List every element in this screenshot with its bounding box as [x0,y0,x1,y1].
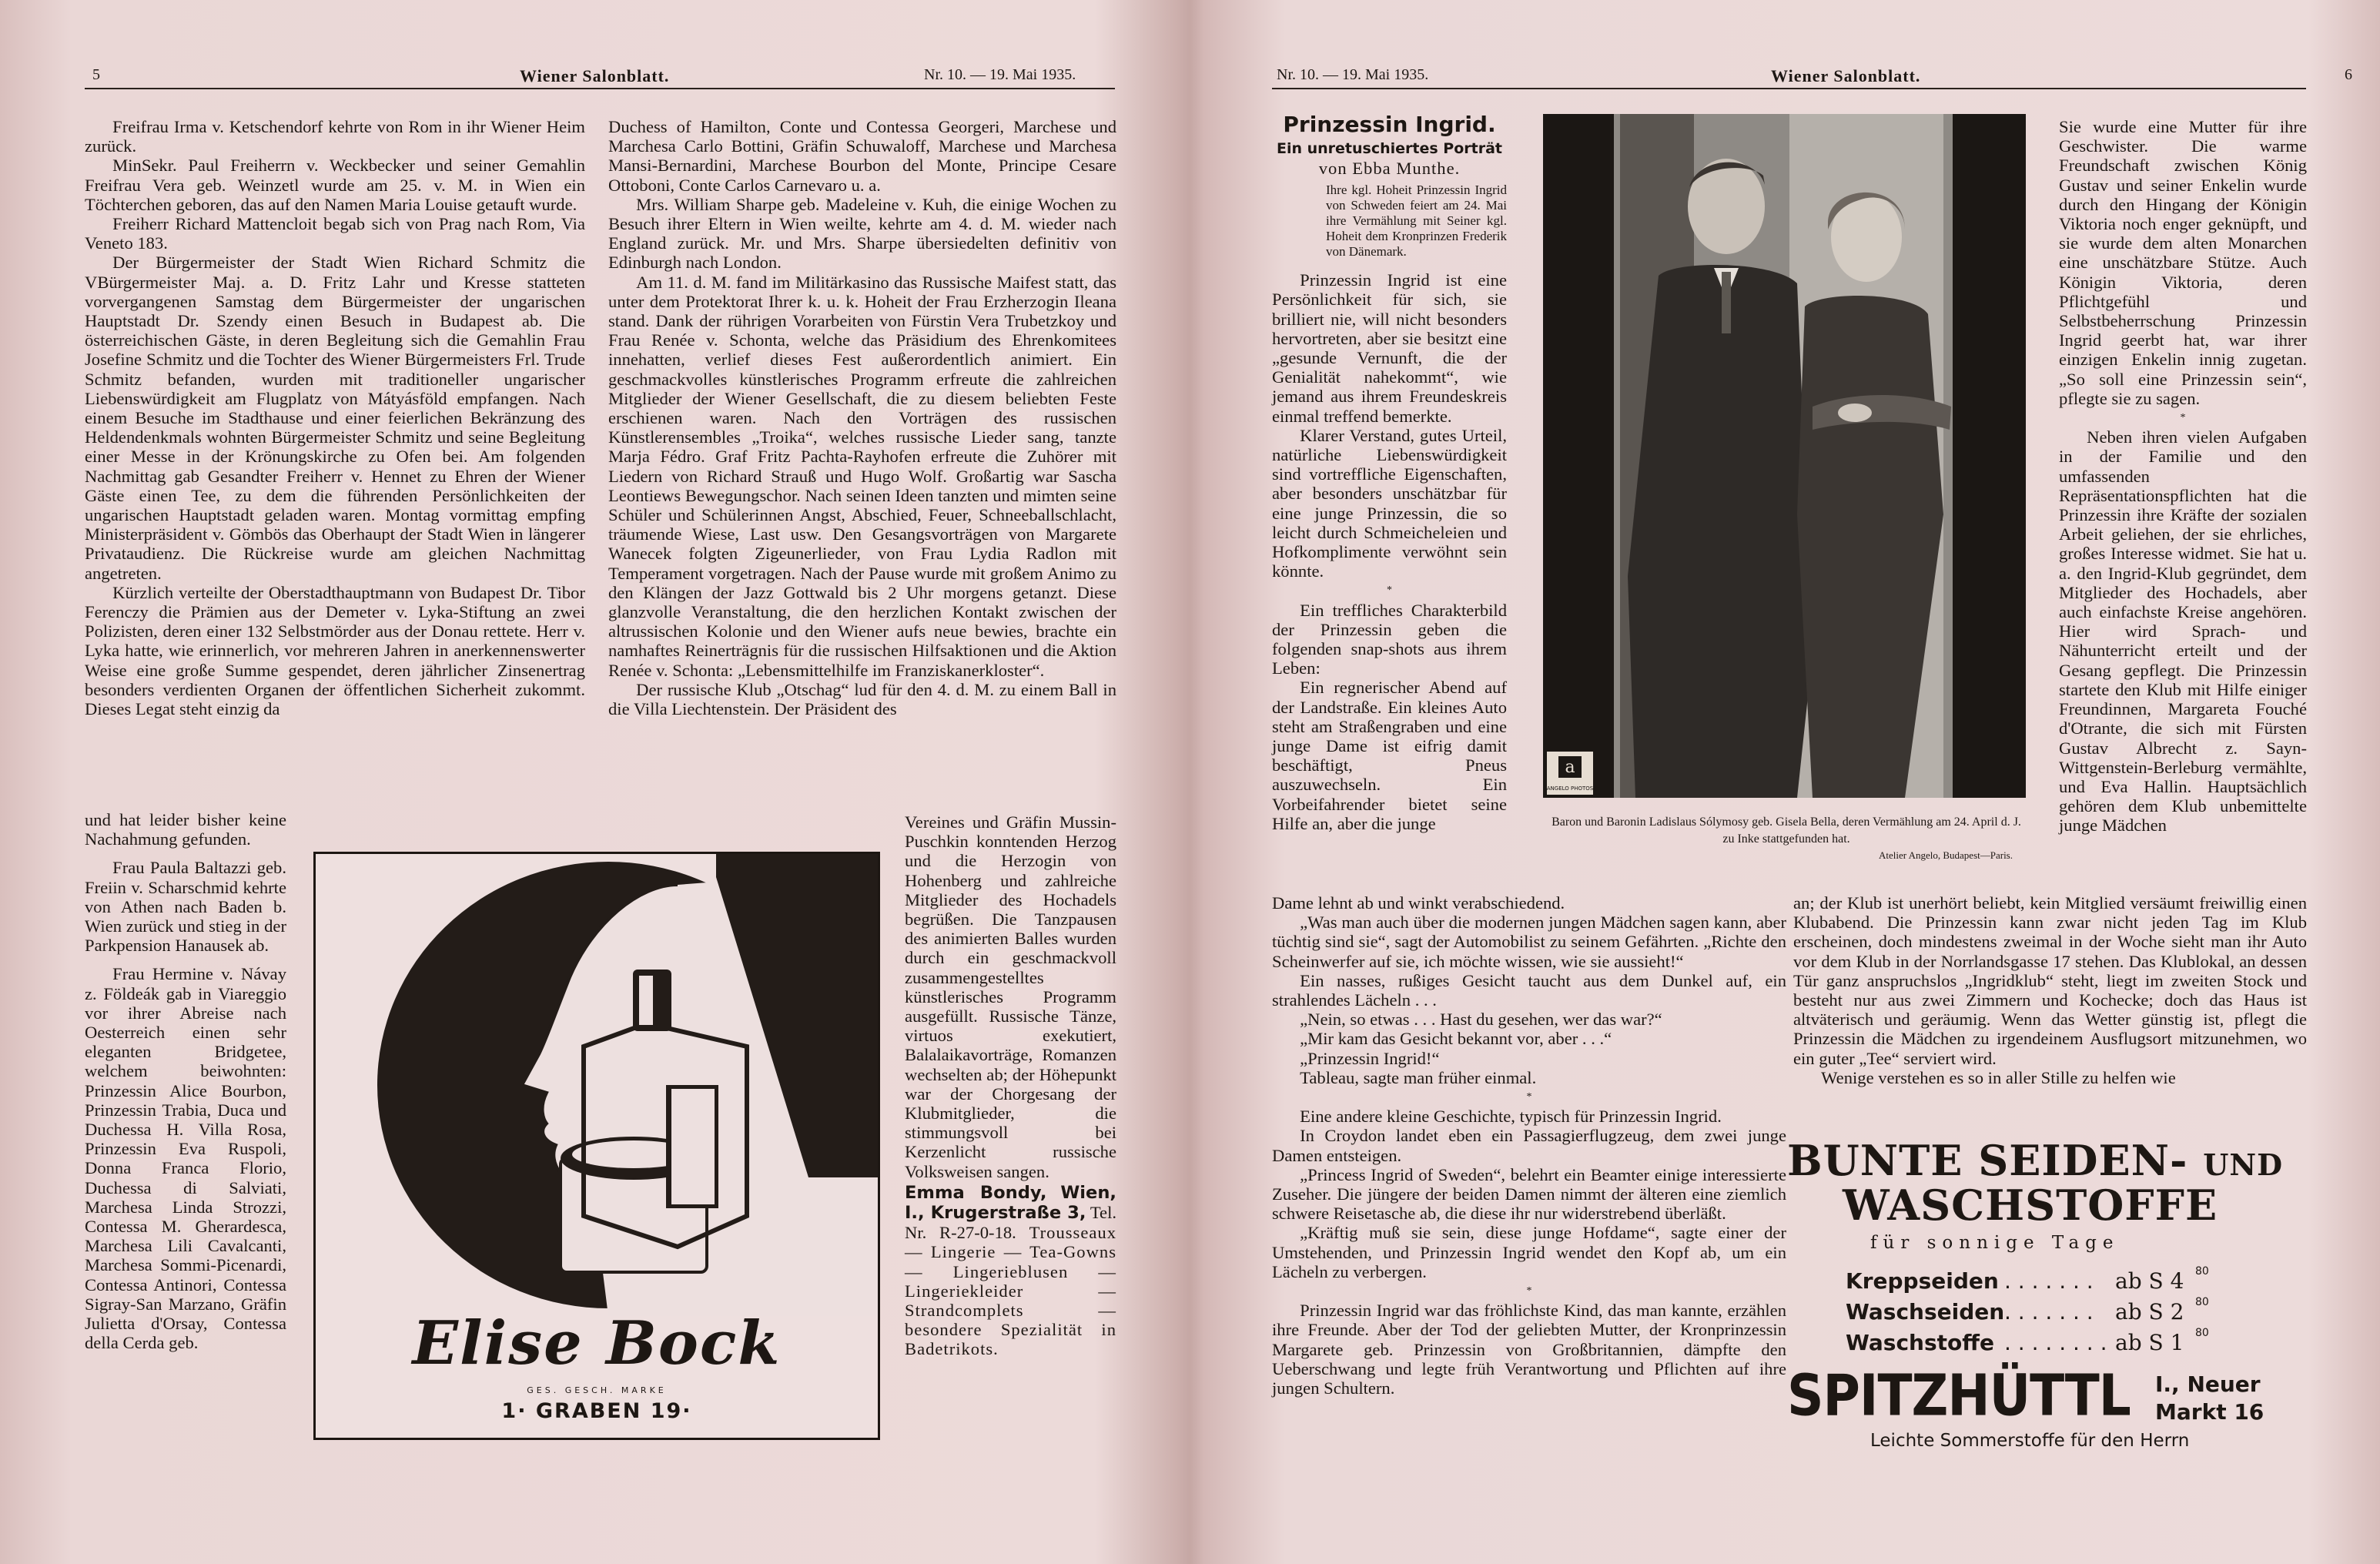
paragraph: Der Bürgermeister der Stadt Wien Richard Schmitz die VBürgermeister Maj. a. D. Fritz Lahr und Kresse statteten vorvergangenen Samstag dem Bürgermeister der ungarischen Hauptstadt Dr. Szendy einen Besuch in Budapest ab. Die österreichischen Gäste, in deren Begleitung sich die Gemahlin Frau Josefine Schmitz und die Tochter des Wiener Bürgermeisters Frl. Trude Schmitz befanden, wurden mit traditioneller ungarischer Liebenswürdigkeit am Flugplatz von Mátyásföld empfangen. Nach einem Besuche im Stadthause und einer feierlichen Bekränzung des Heldendenkmals wohnten Bürgermeister Schmitz und seine Begleitung einer Messe in der Krönungskirche zu Ofen bei. Am folgenden Nachmittag gab Gesandter Freiherr v. Hennet zu Ehren der Wiener Gäste einen Tee, zu dem die führenden Persönlichkeiten der ungarischen Hauptstadt geladen waren. Montag vormittag empfing Ministerpräsident v. Gömbös das Oberhaupt der Stadt Wien in längerer Privataudienz. Die Rückreise wurde am gleichen Nachmittag angetreten. [85,253,585,583]
paragraph: Am 11. d. M. fand im Militärkasino das Russische Maifest statt, das unter dem Protektorat Ihrer k. u. k. Hoheit der Frau Erzherzogin Ileana stand. Dank der rührigen Vorarbeiten von Fürstin Vera Trubetzkoy und Frau Renée v. Schonta, welche das Präsidium des Ehrenkomitees innehatten, verlief dieses Fest außerordentlich animiert. Ein geschmackvolles künstlerisches Programm erfreute die zahlreichen Mitglieder der Wiener Gesellschaft, die zu diesem beliebten Feste erschienen waren. Nach den Vorträgen des russischen Künstlerensembles „Troika“, welches russische Lieder sang, tanzte Marja Fédro. Graf Fritz Pachta-Rayhofen erfreute die Zuhörer mit Liedern von Richard Strauß und Hugo Wolf. Großartig war Sascha Leontiews Bewegungschor. Nach seinen Ideen tanzten und mimten seine Schüler und Schülerinnen Angst, Abschied, Feuer, Schneeballschlacht, träumende Wiese, Last usw. Den Gesangsvorträgen von Margarete Wanecek folgten Zigeunerlieder, von Frau Lydia Radlon mit Temperament vorgetragen. Nach der Pause wurde mit großem Animo zu den Klängen der Jazz Gottwald bis 2 Uhr morgens getanzt. Diese glanzvolle Veranstaltung, die den herzlichen Kontakt zwischen der altrussischen Kolonie und den Wiener aufs neue bewies, brachte ein namhaftes Reinerträgnis für die russischen Hilfsaktionen und die Aktion Renée v. Schonta: „Lebensmittelhilfe im Franziskanerkloster“. [608,272,1116,680]
photo-credit: Atelier Angelo, Budapest—Paris. [1878,849,2013,861]
paragraph: Ein nasses, rußiges Gesicht taucht aus dem Dunkel auf, ein strahlendes Lächeln . . . [1272,970,1786,1010]
publication-title: Wiener Salonblatt. [520,66,670,85]
separator-star: * [1387,584,1392,597]
left-column-2 [608,117,1116,718]
paragraph: Ein regnerischer Abend auf der Landstraße. Ein kleines Auto steht am Straßengraben und eine junge Dame ist eifrig damit beschäftigt, Pneus auszuwechseln. Ein Vorbeifahrender bietet seine Hilfe an, aber die junge [1272,678,1507,833]
price-dots: . . . . . . . [2004,1268,2094,1294]
price-cents: 80 [2195,1296,2209,1308]
ad-tagline: für sonnige Tage [1870,1233,2120,1253]
paragraph: Dame lehnt ab und winkt verabschiedend. [1272,893,1565,913]
ad-headline-1 [1787,1136,2283,1185]
price-value: ab S 1 [2115,1330,2184,1355]
article-right-wide-column [1793,893,2307,1087]
article-headline: Prinzessin Ingrid. [1283,112,1496,137]
artist-signature: GRUE [716,1266,741,1276]
paragraph: Eine andere kleine Geschichte, typisch für Prinzessin Ingrid. [1300,1107,1722,1127]
article-intro-column [1272,111,1507,833]
bondy-items: Trousseaux — Lingerie — Tea-Gowns — Lingerieblusen — Lingeriekleider — Strandcomplets — besondere Spezialität in Badetrikots. [905,1223,1116,1359]
paragraph: Der russische Klub „Otschag“ lud für den 4. d. M. zu einem Ball in die Villa Liechtenstein. Der Präsident des [608,679,1116,719]
issue-date: Nr. 10. — 19. Mai 1935. [924,66,1076,83]
paragraph: „Nein, so etwas . . . Hast du gesehen, wer das war?“ [1300,1010,1662,1030]
ad-headline-1-und: UND [2203,1147,2284,1182]
ad-headline-1-text: BUNTE SEIDEN- [1787,1136,2188,1185]
paragraph: Klarer Verstand, gutes Urteil, natürliche Liebenswürdigkeit sind vortreffliche Eigenschaften, aber besonders unschätzbar für eine junge Prinzessin, die so leicht durch Schmeicheleien und Hofkomplimente verwöhnt sein könnte. [1272,425,1507,581]
paragraph: Frau Hermine v. Návay z. Földeák gab in Viareggio vor ihrer Abreise nach Oesterreich einen sehr eleganten Bridgetee, welchem beiwohnten: Prinzessin Alice Bourbon, Prinzessin Trabia, Duca und Duchessa H. Villa Rosa, Prinzessin Eva Ruspoli, Donna Franca Florio, Duchessa di Salviati, Marchesa Linda Strozzi, Contessa M. Gherardesca, Marchesa Lili Cavalcanti, Marchesa Sommi-Picenardi, Contessa Antinori, Contessa Sigray-San Marzano, Gräfin Julietta d'Orsay, Contessa della Cerda geb. [85,964,286,1353]
couple-photo-illustration [1543,114,2026,798]
separator-star: * [1526,1091,1532,1104]
ad-address: 1· GRABEN 19· [501,1399,692,1423]
photo-caption: Baron und Baronin Ladislaus Sólymosy geb. Gisela Bella, deren Vermählung am 24. April d. J. zu Inke stattgefunden hat. [1552,815,2021,846]
paragraph: Frau Paula Baltazzi geb. Freiin v. Scharschmid kehrte von Athen nach Baden b. Wien zurück und stieg in der Parkpension Hanausek ab. [85,858,286,956]
paragraph: „Kräftig muß sie sein, diese junge Hofdame“, sagte einer der Umstehenden, und Prinzessin Ingrid wendet den Kopf ab, um ein Lächeln zu verbergen. [1272,1223,1786,1281]
price-item: Waschstoffe [1846,1330,1994,1355]
photo-logo-text: ANGELO PHOTOS [1546,785,1594,792]
paragraph: Duchess of Hamilton, Conte und Contessa Georgeri, Marchese und Marchesa Carlo Bottini, Gräfin Schuwaloff, Marchese und Marchesa Mansi-Bernardini, Marchese Bourbon del Monte, Principe Cesare Ottoboni, Conte Carlos Carnevaro u. a. [608,117,1116,195]
paragraph: Freifrau Irma v. Ketschendorf kehrte von Rom in ihr Wiener Heim zurück. [85,117,585,156]
paragraph: Kürzlich verteilte der Oberstadthauptmann von Budapest Dr. Tibor Ferenczy die Prämien aus der Demeter v. Lyka-Stiftung an zwei Polizisten, deren einer 132 Selbstmörder aus der Donau rettete. Herr v. Lyka hatte, wie erinnerlich, vor mehreren Jahren in anerkennenswerter Weise eine große Summe gespendet, deren jährlicher Zinsenertrag besonders verdienten Organen der öffentlichen Sicherheit zukommt. Dieses Legat steht einzig da [85,582,585,719]
ad-footer: Leichte Sommerstoffe für den Herrn [1870,1431,2190,1451]
publication-title: Wiener Salonblatt. [1771,66,1921,85]
perfume-illustration [316,854,878,1316]
page-number: 6 [2345,66,2352,83]
price-cents: 80 [2195,1265,2209,1278]
running-head-left [85,62,1115,89]
bondy-telephone: Tel. Nr. R-27-0-18. [905,1203,1116,1243]
paragraph: Neben ihren vielen Aufgaben in der Familie und den umfassenden Repräsentationspflichten hat die Prinzessin ihre Kräfte der sozialen Arbeit geliehen, der sie ehrliches, großes Interesse widmet. Sie hat u. a. den Ingrid-Klub gegründet, dem Mitglieder des Hochadels, aber auch einfachste Kreise angehören. Hier wird Sprach- und Nähunterricht erteilt und der Gesang gepflegt. Die Prinzessin startete den Klub mit Hilfe einiger Freundinnen, Margareta Fouché d'Otrante, die sich mit Fürsten Gustav Albrecht z. Sayn-Wittgenstein-Berleburg vermählte, und Eva Hallin. Hauptsächlich gehören dem Klub unbemittelte junge Mädchen [2059,427,2307,836]
article-wide-column [1272,893,1786,1398]
page-number: 5 [92,66,100,83]
price-item: Waschseiden [1846,1299,2005,1325]
bondy-ad [905,1183,1116,1359]
article-right-column [2059,117,2307,836]
separator-star: * [2180,412,2186,424]
left-column-1-narrow [85,810,286,1352]
price-row-waschseiden [1846,1296,2277,1330]
price-row-waschstoffe [1846,1327,2277,1361]
price-item: Kreppseiden [1846,1268,1999,1294]
spitzhuettl-advertisement [1787,1136,2311,1459]
left-column-2-narrow [905,812,1116,1359]
price-cents: 80 [2195,1327,2209,1339]
paragraph: „Princess Ingrid of Sweden“, belehrt ein Beamter einige interessierte Zuseher. Die jüngere der beiden Damen nimmt der älteren eine ziemlich schwere Reisetasche ab, die diese ihr nur widerstrebend überläßt. [1272,1164,1786,1224]
photo-logo-a: a [1565,758,1575,777]
ad-firm-address-2: Markt 16 [2155,1399,2265,1425]
left-column-1 [85,117,585,718]
price-row-kreppseiden [1846,1265,2277,1299]
paragraph: an; der Klub ist unerhört beliebt, kein Mitglied versäumt freiwillig einen Klubabend. Die Prinzessin kann zwar nicht jeden Tag im Klub erscheinen, doch mindestens zweimal in der Woche sieht man ihr Auto vor dem Klub in der Norrlandsgasse 17 stehen. Das Klublokal, an dessen Tür ganz anspruchslos „Ingridklub“ steht, liegt im zweiten Stock und besteht nur aus zwei Zimmern und Kochecke; doch das Haus ist altväterisch und geräumig. Wenn das Wetter günstig ist, pflegt die Prinzessin die Mädchen zu irgendeinem Ausflugsort mitzunehmen, wo ein guter „Tee“ serviert wird. [1793,893,2307,1068]
paragraph: Freiherr Richard Mattencloit begab sich von Prag nach Rom, Via Veneto 183. [85,214,585,253]
price-value: ab S 4 [2115,1268,2184,1294]
paragraph: „Mir kam das Gesicht bekannt vor, aber . . .“ [1300,1029,1612,1049]
ad-trademark-note: GES. GESCH. MARKE [527,1385,667,1395]
article-intro: Ihre kgl. Hoheit Prinzessin Ingrid von Schweden feiert am 24. Mai ihre Vermählung mit Seiner kgl. Hoheit dem Kronprinzen Frederik von Dänemark. [1326,183,1507,260]
running-head-right [1272,62,2352,89]
paragraph: Prinzessin Ingrid war das fröhlichste Kind, das man kannte, erzählen ihre Freunde. Aber der Tod der geliebten Mutter, der Kronprinzessin Margarete geb. Prinzessin von Großbritannien, dämpfte den Ueberschwang und legte früh Verantwortung und Pflichten auf ihre jungen Schultern. [1272,1301,1786,1398]
price-dots: . . . . . . . . [2004,1330,2107,1355]
paragraph: Vereines und Gräfin Mussin-Puschkin konntenden Herzog und die Herzogin von Hohenberg und zahlreiche Mitglieder des Hochadels begrüßen. Die Tanzpausen des animierten Balles wurden durch ein geschmackvoll zusammengestelltes künstlerisches Programm ausgefüllt. Russische Tänze, virtuos exekutiert, Balalaikavorträge, Romanzen wechselten ab; der Höhepunkt war der Chorgesang der Klubmitglieder, die stimmungsvoll bei Kerzenlicht russische Volksweisen sangen. [905,812,1116,1181]
paragraph: Ein treffliches Charakterbild der Prinzessin geben die folgenden snap-shots aus ihrem Leben: [1272,600,1507,678]
separator-star: * [1526,1285,1532,1298]
bondy-address: Wien, I., Krugerstraße 3, [905,1182,1116,1224]
paragraph: Wenige verstehen es so in aller Stille zu helfen wie [1821,1067,2176,1087]
paragraph: Mrs. William Sharpe geb. Madeleine v. Kuh, die einige Wochen zu Besuch ihrer Eltern in Wien weilte, kehrte am 4. d. M. wieder nach England zurück. Mr. und Mrs. Sharpe übersiedelten definitiv von Edinburgh nach London. [608,194,1116,273]
ad-firm-address-1: I., Neuer [2155,1371,2261,1397]
paragraph: und hat leider bisher keine Nachahmung gefunden. [85,810,286,849]
paragraph: In Croydon landet eben ein Passagierflugzeug, dem zwei junge Damen entsteigen. [1272,1126,1786,1165]
ad-brand: Elise Bock [412,1308,782,1378]
portrait-photograph [1543,114,2026,798]
left-page [0,0,1170,1564]
paragraph: MinSekr. Paul Freiherrn v. Weckbecker und seiner Gemahlin Freifrau Vera geb. Weinzetl wurde am 25. v. M. in Wien ein Töchterchen geboren, das auf den Namen Maria Louise getauft wurde. [85,156,585,214]
paragraph: Prinzessin Ingrid ist eine Persönlichkeit für sich, sie brilliert nie, will nicht besonders hervortreten, aber sie besitzt eine „gesunde Vernunft, die der Genialität nahekommt“, wie jemand aus ihrem Freundeskreis einmal treffend bemerkte. [1272,270,1507,426]
bondy-name: Emma Bondy, [905,1182,1047,1203]
paragraph: Sie wurde eine Mutter für ihre Geschwister. Die warme Freundschaft zwischen König Gustav und seiner Enkelin wurde durch den Hingang der Königin Viktoria noch enger geknüpft, und sie wurde dem alten Monarchen eine unschätzbare Stütze. Auch Königin Viktoria, deren Pflichtgefühl und Selbstbeherrschung Prinzessin Ingrid geerbt hat, war ihrer einzigen Enkelin innig zugetan. „So soll eine Prinzessin sein“, pflegte sie zu sagen. [2059,117,2307,408]
price-dots: . . . . . . . [2004,1299,2094,1325]
ad-headline-2: WASCHSTOFFE [1843,1181,2218,1230]
paragraph: „Was man auch über die modernen jungen Mädchen sagen kann, aber tüchtig sind sie“, sagt der Automobilist zu seinem Gefährten. „Richte den Scheinwerfer auf sie, ich möchte wissen, wie sie aussieht!“ [1272,913,1786,971]
elise-bock-advertisement [313,852,880,1440]
ad-firm-name: SPITZHÜTTL [1787,1362,2131,1429]
article-subheadline: Ein unretuschiertes Porträt [1276,140,1502,157]
paragraph: Tableau, sagte man früher einmal. [1300,1067,1537,1087]
issue-date: Nr. 10. — 19. Mai 1935. [1277,66,1429,83]
article-byline: von Ebba Munthe. [1318,159,1461,178]
price-value: ab S 2 [2115,1299,2184,1325]
paragraph: „Prinzessin Ingrid!“ [1300,1048,1440,1068]
